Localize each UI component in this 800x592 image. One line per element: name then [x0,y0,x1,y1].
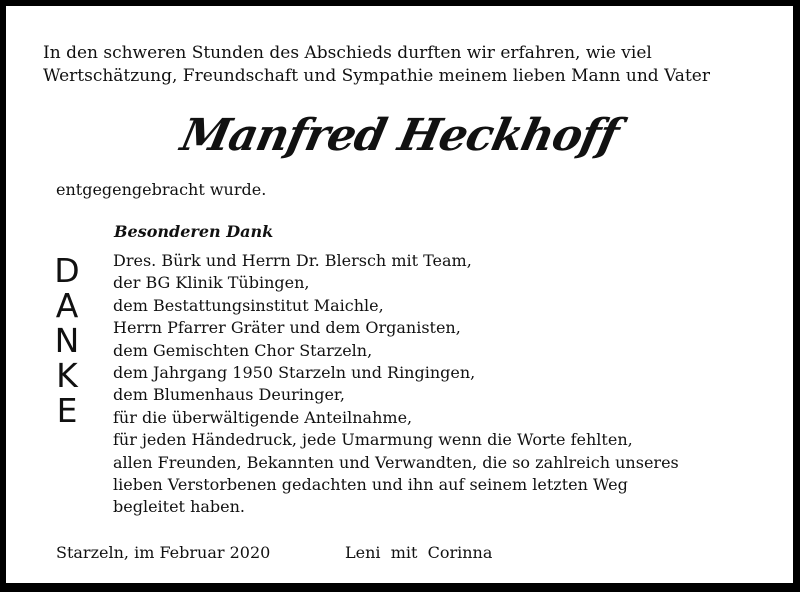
after-name-text: entgegengebracht wurde. [56,180,267,199]
danke-letter: N [54,321,80,360]
intro-line: Wertschätzung, Freundschaft und Sympathie meinem lieben Mann und Vater [43,66,710,86]
thanks-line: Herrn Pfarrer Gräter und dem Organisten, [113,318,461,338]
thanks-line: dem Jahrgang 1950 Starzeln und Ringingen, [113,363,476,383]
place-date: Starzeln, im Februar 2020 [56,543,271,562]
thanks-line: dem Bestattungsinstitut Maichle, [113,295,384,315]
thanks-line: dem Gemischten Chor Starzeln, [113,340,373,360]
signatories: Leni mit Corinna [345,543,493,562]
thanks-list [113,250,679,519]
danke-letter: D [54,251,80,290]
thanks-line: für die überwältigende Anteilnahme, [113,407,413,427]
thanks-line: lieben Verstorbenen gedachten und ihn auf seinem letzten Weg [113,475,628,495]
thanks-line: begleitet haben. [113,497,246,517]
thanks-line: Dres. Bürk und Herrn Dr. Blersch mit Team, [113,251,472,270]
special-thanks-heading: Besonderen Dank [114,222,274,241]
thanks-line: der BG Klinik Tübingen, [113,273,310,293]
thanks-line: dem Blumenhaus Deuringer, [113,385,345,405]
intro-line: In den schweren Stunden des Abschieds durften wir erfahren, wie viel [43,43,652,63]
thanks-line: für jeden Händedruck, jede Umarmung wenn die Worte fehlten, [113,430,633,450]
deceased-name: Manfred Heckhoff [176,110,623,161]
intro-text [43,42,710,88]
danke-letter: K [56,356,78,395]
thanks-line: allen Freunden, Bekannten und Verwandten, die so zahlreich unseres [113,452,679,472]
danke-vertical-word [52,253,82,428]
danke-letter: E [56,391,78,430]
danke-letter: A [55,286,79,325]
